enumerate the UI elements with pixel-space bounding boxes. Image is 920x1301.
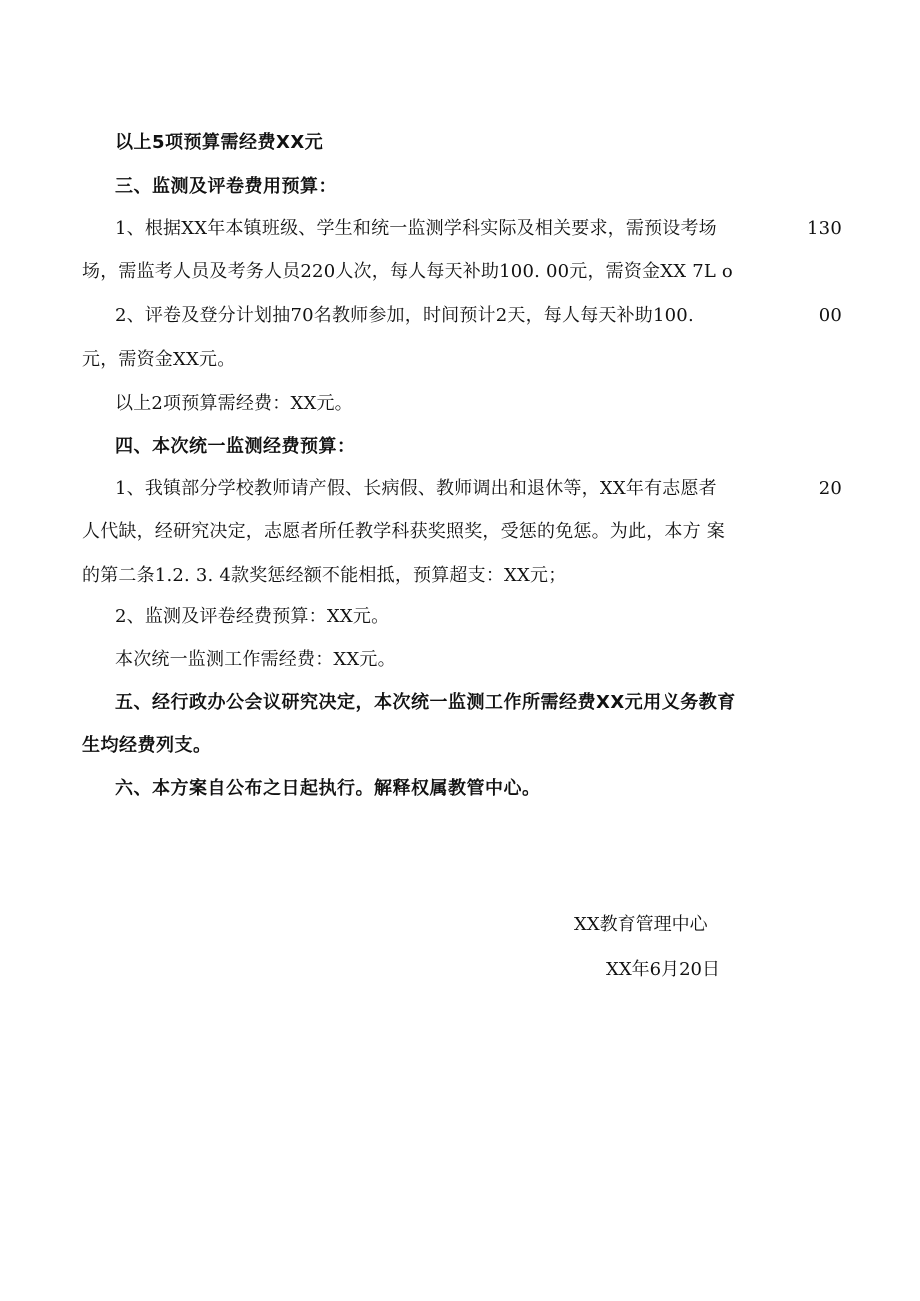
item-3-2-line-2: 元，需资金XX元。	[82, 349, 236, 370]
item-4-1-line-2: 人代缺，经研究决定，志愿者所任教学科获奖照奖，受惩的免惩。为此，本方 案	[82, 521, 725, 542]
item-3-1-line-2: 场，需监考人员及考务人员220人次，每人每天补助100. 00元，需资金XX 7L o	[82, 261, 733, 282]
item-3-1-end: 130	[807, 218, 842, 239]
total-budget: 本次统一监测工作需经费：XX元。	[115, 649, 396, 670]
item-3-1-text: 1、根据XX年本镇班级、学生和统一监测学科实际及相关要求，需预设考场	[115, 218, 717, 239]
item-4-2: 2、监测及评卷经费预算：XX元。	[115, 606, 390, 627]
summary-two-items: 以上2项预算需经费：XX元。	[115, 393, 353, 414]
section-4-heading: 四、本次统一监测经费预算：	[115, 436, 356, 457]
section-5-line-1: 五、经行政办公会议研究决定，本次统一监测工作所需经费XX元用义务教育	[115, 692, 736, 713]
item-3-2-end: 00	[818, 305, 842, 326]
item-3-1-line-1	[115, 214, 842, 244]
signature-org: XX教育管理中心	[574, 914, 708, 935]
item-3-2-line-1	[115, 301, 842, 331]
item-4-1-line-1	[115, 474, 842, 504]
signature-date: XX年6月20日	[606, 959, 720, 980]
section-6: 六、本方案自公布之日起执行。解释权属教管中心。	[115, 778, 541, 799]
item-4-1-text: 1、我镇部分学校教师请产假、长病假、教师调出和退休等，XX年有志愿者	[115, 478, 717, 499]
summary-five-items: 以上5项预算需经费XX元	[115, 132, 324, 153]
section-5-line-2: 生均经费列支。	[82, 735, 212, 756]
item-4-1-end: 20	[818, 478, 842, 499]
item-4-1-line-3: 的第二条1.2. 3. 4款奖惩经额不能相抵，预算超支：XX元；	[82, 565, 567, 586]
section-3-heading: 三、监测及评卷费用预算：	[115, 176, 337, 197]
item-3-2-text: 2、评卷及登分计划抽70名教师参加，时间预计2天，每人每天补助100.	[115, 305, 694, 326]
